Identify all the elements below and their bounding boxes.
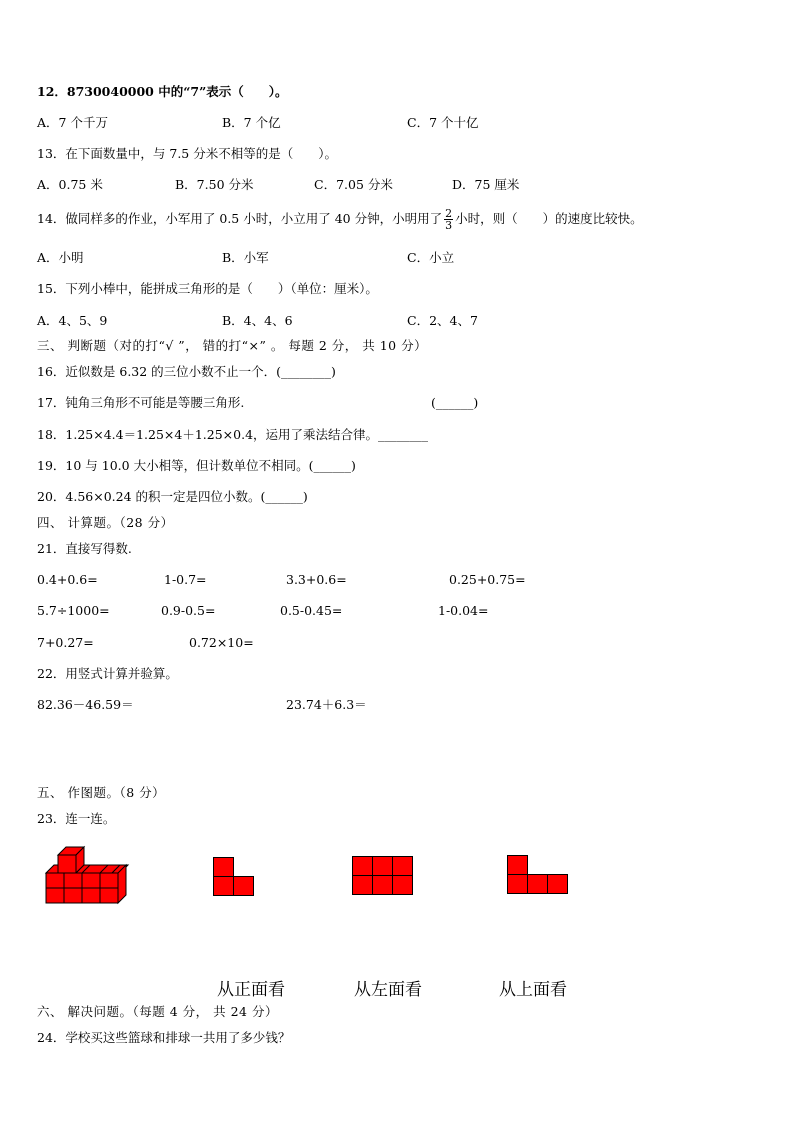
- q14-option-c[interactable]: C．小立: [407, 250, 455, 265]
- q12-stem: 12．8730040000 中的“7”表示（ ）。: [37, 84, 288, 99]
- cube-face: [58, 855, 76, 873]
- q21-expr: 0.4+0.6=: [37, 572, 98, 587]
- q19: 19．10 与 10.0 大小相等，但计数单位不相同。(______): [37, 458, 356, 473]
- square: [352, 856, 373, 876]
- q14-option-a[interactable]: A．小明: [37, 250, 84, 265]
- q14-frac-num: 2: [445, 207, 453, 220]
- q21-expr: 5.7÷1000=: [37, 603, 110, 618]
- q14-frac-den: 3: [445, 219, 453, 232]
- q22-stem: 22．用竖式计算并验算。: [37, 666, 178, 681]
- q23-stem: 23．连一连。: [37, 811, 116, 826]
- section-4-heading: 四、 计算题。（28 分）: [37, 515, 174, 530]
- view-label-left[interactable]: 从左面看: [354, 980, 422, 1000]
- square: [507, 874, 528, 894]
- square: [392, 856, 413, 876]
- q15-option-a[interactable]: A．4、5、9: [37, 313, 108, 328]
- section-3-heading: 三、 判断题（对的打“√ ”， 错的打“×” 。 每题 2 分， 共 10 分）: [37, 338, 428, 353]
- q22-item: 82.36－46.59＝: [37, 697, 134, 712]
- square: [372, 856, 393, 876]
- section-5-heading: 五、 作图题。（8 分）: [37, 785, 166, 800]
- q21-stem: 21．直接写得数.: [37, 541, 132, 556]
- q21-expr: 1-0.7=: [164, 572, 207, 587]
- q15-stem: 15．下列小棒中，能拼成三角形的是（ ）（单位：厘米）。: [37, 281, 378, 296]
- q15-option-c[interactable]: C．2、4、7: [407, 313, 478, 328]
- q12-option-a[interactable]: A．7 个千万: [37, 115, 108, 130]
- square: [547, 874, 568, 894]
- square: [233, 876, 254, 896]
- cube-face: [46, 865, 58, 873]
- q12-option-c[interactable]: C．7 个十亿: [407, 115, 479, 130]
- q24: 24．学校买这些篮球和排球一共用了多少钱？: [37, 1030, 291, 1045]
- q15-option-b[interactable]: B．4、4、6: [222, 313, 293, 328]
- view-label-front[interactable]: 从正面看: [217, 980, 285, 1000]
- q17-stem: 17．钝角三角形不可能是等腰三角形.: [37, 395, 245, 410]
- q21-expr: 0.72×10=: [189, 635, 254, 650]
- cube-stack-3d[interactable]: [44, 843, 130, 905]
- q14-fraction: [444, 208, 453, 231]
- q21-expr: 1-0.04=: [438, 603, 489, 618]
- q21-expr: 0.25+0.75=: [449, 572, 526, 587]
- q13-option-b[interactable]: B．7.50 分米: [175, 177, 254, 192]
- q14-stem-before: 14．做同样多的作业，小军用了 0.5 小时，小立用了 40 分钟，小明用了: [37, 211, 443, 226]
- q21-expr: 7+0.27=: [37, 635, 94, 650]
- square: [392, 875, 413, 895]
- q21-expr: 3.3+0.6=: [286, 572, 347, 587]
- q16: 16．近似数是 6.32 的三位小数不止一个．(________): [37, 364, 336, 379]
- q13-option-c[interactable]: C．7.05 分米: [314, 177, 393, 192]
- q14-stem: [37, 208, 643, 231]
- square: [352, 875, 373, 895]
- q18: 18．1.25×4.4＝1.25×4＋1.25×0.4，运用了乘法结合律。________: [37, 427, 429, 442]
- q13-stem: 13．在下面数量中，与 7.5 分米不相等的是（ ）。: [37, 146, 337, 161]
- square: [213, 876, 234, 896]
- q17-answer-blank[interactable]: (______): [431, 395, 479, 410]
- square: [372, 875, 393, 895]
- square: [527, 874, 548, 894]
- q21-expr: 0.5-0.45=: [280, 603, 343, 618]
- q21-expr: 0.9-0.5=: [161, 603, 216, 618]
- q13-option-a[interactable]: A．0.75 米: [37, 177, 103, 192]
- q12-option-b[interactable]: B．7 个亿: [222, 115, 281, 130]
- q13-option-d[interactable]: D．75 厘米: [452, 177, 520, 192]
- square: [507, 855, 528, 875]
- q14-stem-after: 小时，则（ ）的速度比较快。: [455, 211, 643, 226]
- square: [213, 857, 234, 877]
- view-label-top[interactable]: 从上面看: [499, 980, 567, 1000]
- q22-item: 23.74＋6.3＝: [286, 697, 367, 712]
- q14-option-b[interactable]: B．小军: [222, 250, 269, 265]
- q20: 20．4.56×0.24 的积一定是四位小数。(______): [37, 489, 308, 504]
- section-6-heading: 六、 解决问题。（每题 4 分， 共 24 分）: [37, 1004, 278, 1019]
